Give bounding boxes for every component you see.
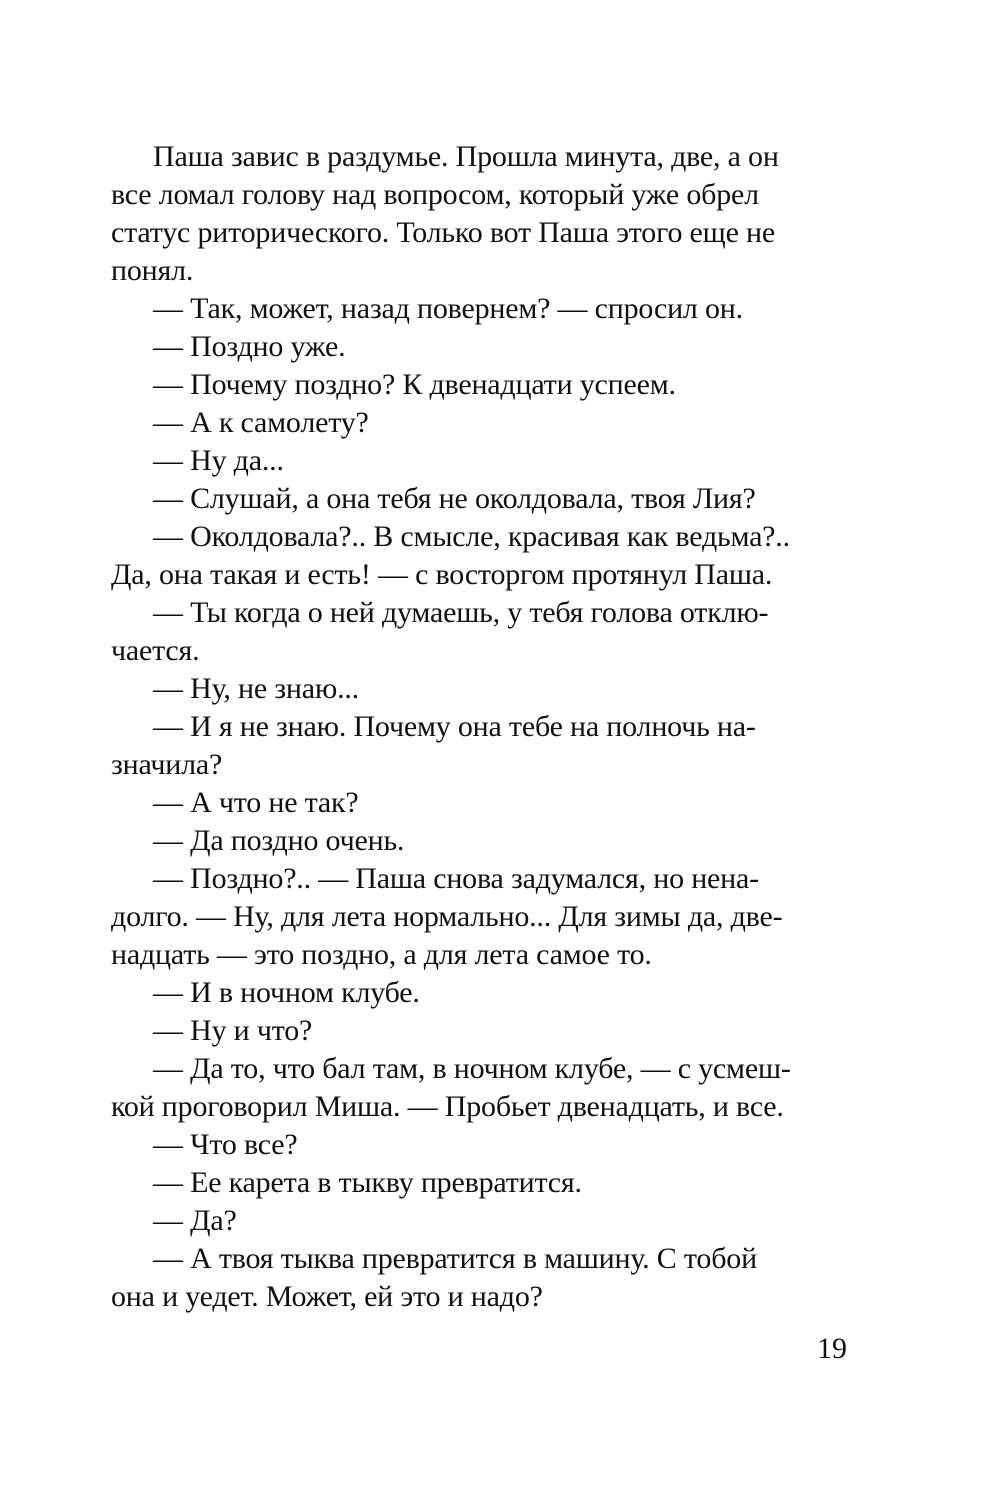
text-line: — А к самолету? — [153, 406, 369, 439]
text-line: — Околдовала?.. В смысле, красивая как ведьма?.. — [153, 520, 790, 553]
page-number: 19 — [817, 1332, 847, 1365]
text-line: — И в ночном клубе. — [153, 976, 420, 1009]
text-line: — Ты когда о ней думаешь, у тебя голова отклю- — [153, 596, 769, 629]
text-line: — Ну да... — [153, 444, 284, 477]
text-line: — Почему поздно? К двенадцати успеем. — [153, 368, 676, 401]
text-line: кой проговорил Миша. — Пробьет двенадцать, и все. — [111, 1090, 784, 1123]
text-line: Да, она такая и есть! — с восторгом протянул Паша. — [111, 558, 773, 591]
text-line: она и уедет. Может, ей это и надо? — [111, 1280, 543, 1313]
text-line: статус риторического. Только вот Паша этого еще не — [111, 216, 775, 249]
text-line: — Поздно?.. — Паша снова задумался, но нена- — [153, 862, 759, 895]
text-line: все ломал голову над вопросом, который уже обрел — [111, 178, 759, 211]
text-line: — А что не так? — [153, 786, 359, 819]
text-line: — Ну и что? — [153, 1014, 313, 1047]
text-line: — Слушай, а она тебя не околдовала, твоя Лия? — [153, 482, 756, 515]
text-line: — Да поздно очень. — [153, 824, 405, 857]
text-line: чается. — [111, 634, 200, 667]
text-line: — Ее карета в тыкву превратится. — [153, 1166, 582, 1199]
text-line: понял. — [111, 254, 194, 287]
text-line: надцать — это поздно, а для лета самое то. — [111, 938, 652, 971]
text-line: Паша завис в раздумье. Прошла минута, две, а он — [153, 140, 779, 173]
text-line: — Поздно уже. — [153, 330, 346, 363]
text-line: — И я не знаю. Почему она тебе на полночь на- — [153, 710, 756, 743]
text-line: — Да? — [153, 1204, 237, 1237]
text-line: — А твоя тыква превратится в машину. С тобой — [153, 1242, 757, 1275]
text-line: долго. — Ну, для лета нормально... Для зимы да, две- — [111, 900, 783, 933]
text-line: значила? — [111, 748, 223, 781]
text-line: — Да то, что бал там, в ночном клубе, — с усмеш- — [153, 1052, 791, 1085]
text-line: — Так, может, назад повернем? — спросил он. — [153, 292, 743, 325]
text-line: — Что все? — [153, 1128, 298, 1161]
text-line: — Ну, не знаю... — [153, 672, 359, 705]
